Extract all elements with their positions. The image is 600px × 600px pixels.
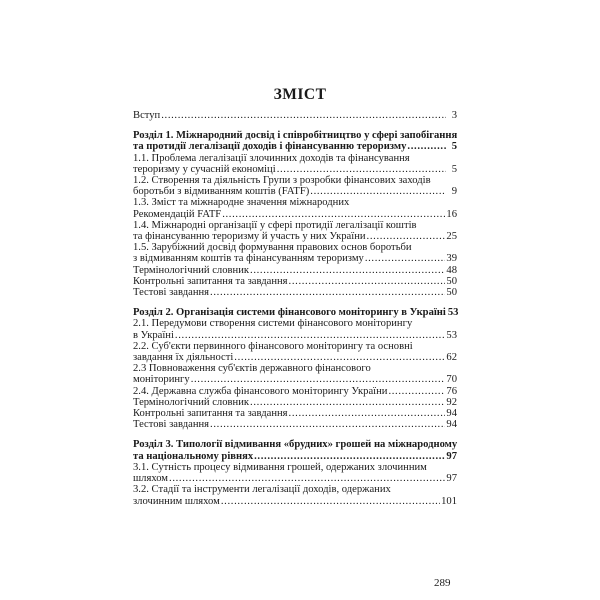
toc-entry-control[interactable]: Контрольні запитання та завдання . . . 50 xyxy=(133,276,457,287)
toc-entry[interactable]: 1.5. Зарубіжний досвід формування правових основ боротьби з відмиванням коштів та фінансуванням тероризму . . . 39 xyxy=(133,242,457,264)
toc-section-1[interactable]: Розділ 1. Міжнародний досвід і співробітництво у сфері запобігання та протидії легалізації доходів і фінансуванню тероризму . . . 5 xyxy=(133,130,457,152)
page-number: 289 xyxy=(434,577,451,589)
leader-dots xyxy=(210,419,445,430)
leader-dots xyxy=(365,253,446,264)
toc-entry-glossary[interactable]: Термінологічний словник . . . 48 xyxy=(133,265,457,276)
leader-dots xyxy=(277,164,446,175)
toc-entry[interactable]: 1.3. Зміст та міжнародне значення міжнародних Рекомендацій FATF . . . 16 xyxy=(133,197,457,219)
leader-dots xyxy=(310,186,446,197)
leader-dots xyxy=(407,141,446,152)
toc-entry[interactable]: 3.2. Стадії та інструменти легалізації доходів, одержаних злочинним шляхом . . . 101 xyxy=(133,484,457,506)
toc-entry-tests[interactable]: Тестові завдання . . . 94 xyxy=(133,419,457,430)
leader-dots xyxy=(169,473,445,484)
leader-dots xyxy=(289,408,446,419)
toc-entry[interactable]: 2.2. Суб'єкти первинного фінансового моніторингу та основні завдання їх діяльності . . . 62 xyxy=(133,341,457,363)
leader-dots xyxy=(388,386,445,397)
toc-entry[interactable]: 1.4. Міжнародні організації у сфері протидії легалізації коштів та фінансуванню тероризму й участь у них України . . . 25 xyxy=(133,220,457,242)
leader-dots xyxy=(221,496,440,507)
leader-dots xyxy=(161,110,446,121)
toc-section-3[interactable]: Розділ 3. Типології відмивання «брудних» грошей на міжнародному та національному рівнях . . . 97 xyxy=(133,439,457,461)
leader-dots xyxy=(250,265,445,276)
toc-entry[interactable]: 2.4. Державна служба фінансового моніторингу України . . . 76 xyxy=(133,386,457,397)
leader-dots xyxy=(289,276,446,287)
leader-dots xyxy=(367,231,446,242)
toc-entry[interactable]: 1.1. Проблема легалізації злочинних доходів та фінансування тероризму у сучасній економіці . . . 5 xyxy=(133,153,457,175)
toc-entry-intro[interactable]: Вступ . . . 3 xyxy=(133,110,457,121)
leader-dots xyxy=(175,330,445,341)
toc-entry[interactable]: 2.3 Повноваження суб'єктів державного фінансового моніторингу . . . 70 xyxy=(133,363,457,385)
toc-entry[interactable]: 3.1. Сутність процесу відмивання грошей, одержаних злочинним шляхом . . . 97 xyxy=(133,462,457,484)
leader-dots xyxy=(250,397,445,408)
leader-dots xyxy=(222,209,445,220)
leader-dots xyxy=(210,287,445,298)
toc-section-2[interactable]: Розділ 2. Організація системи фінансового моніторингу в Україні 53 xyxy=(133,307,459,319)
toc-entry[interactable]: 2.1. Передумови створення системи фінансового моніторингу в Україні . . . 53 xyxy=(133,318,457,340)
toc-entry-glossary[interactable]: Термінологічний словник . . . 92 xyxy=(133,397,457,408)
toc-entry-control[interactable]: Контрольні запитання та завдання . . . 94 xyxy=(133,408,457,419)
leader-dots xyxy=(234,352,445,363)
leader-dots xyxy=(191,374,446,385)
toc-entry-tests[interactable]: Тестові завдання . . . 50 xyxy=(133,287,457,298)
leader-dots xyxy=(254,451,445,462)
table-of-contents xyxy=(133,110,457,507)
toc-entry[interactable]: 1.2. Створення та діяльність Групи з розробки фінансових заходів боротьби з відмиванням коштів (FATF) . . . 9 xyxy=(133,175,457,197)
page-title: ЗМІСТ xyxy=(273,86,327,103)
